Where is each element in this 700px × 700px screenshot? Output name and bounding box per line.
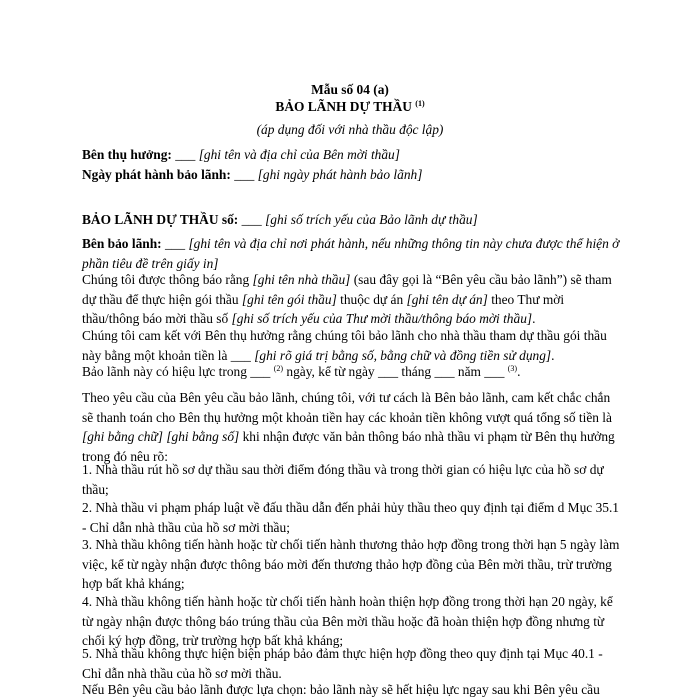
validity-text: ngày, kể từ ngày ___ tháng ___ năm ___ — [283, 364, 508, 379]
form-number: Mẫu số 04 (a) — [311, 82, 389, 97]
beneficiary-blank: ___ — [175, 147, 196, 162]
contractor-hint: [ghi tên nhà thầu] — [252, 272, 351, 287]
list-item: 2. Nhà thầu vi phạm pháp luật về đấu thầu dẫn đến phải hủy thầu theo quy định tại điểm d Mục 35.1 - Chỉ dẫn nhà thầu của hồ sơ mời thầu; — [82, 500, 619, 535]
validity-paragraph — [82, 362, 622, 382]
guarantor-hint: [ghi tên và địa chỉ nơi phát hành, nếu những thông tin này chưa được thể hiện ở phần tiêu đề trên giấy in] — [82, 236, 620, 271]
amount-number-hint: [ghi bằng số] — [166, 429, 240, 444]
beneficiary-hint: [ghi tên và địa chỉ của Bên mời thầu] — [198, 147, 400, 162]
payment-paragraph — [82, 388, 622, 466]
title-footnote-ref: (1) — [415, 99, 425, 108]
commitment-text: Chúng tôi cam kết với Bên thụ hưởng rằng chúng tôi bảo lãnh cho nhà thầu tham dự thầu gói thầu này bằng một khoản tiền là ___ — [82, 328, 607, 363]
amount-hint: [ghi rõ giá trị bằng số, bằng chữ và đồng tiền sử dụng] — [254, 347, 552, 363]
guarantee-number-label: BẢO LÃNH DỰ THẦU số: — [82, 212, 239, 227]
guarantee-number-hint: [ghi số trích yếu của Bảo lãnh dự thầu] — [265, 212, 478, 227]
footnote-ref-3: (3) — [507, 364, 518, 373]
document-subtitle: (áp dụng đối với nhà thầu độc lập) — [256, 122, 444, 137]
payment-text: khi nhận được văn bản thông báo nhà thầu vi phạm từ Bên thụ hưởng trong đó nêu rõ: — [82, 429, 615, 464]
package-hint: [ghi tên gói thầu] — [241, 291, 337, 307]
list-item: 3. Nhà thầu không tiến hành hoặc từ chối tiến hành thương thảo hợp đồng trong thời hạn 5 ngày làm việc, kể từ ngày nhận được thông báo mời đến thương thảo hợp đồng của Bên mời thầu, trừ trường hợp bất khả kháng; — [82, 537, 620, 591]
closing-line: Nếu Bên yêu cầu bảo lãnh được lựa chọn: bảo lãnh này sẽ hết hiệu lực ngay sau khi Bên yêu cầu — [82, 682, 600, 697]
guarantor-paragraph — [82, 234, 622, 273]
notice-text: . — [532, 311, 536, 326]
beneficiary-label: Bên thụ hưởng: — [82, 147, 172, 162]
project-hint: [ghi tên dự án] — [406, 291, 488, 307]
issue-date-blank: ___ — [234, 167, 255, 182]
issue-date-hint: [ghi ngày phát hành bảo lãnh] — [257, 167, 423, 182]
validity-text: . — [517, 364, 521, 379]
title-text: BẢO LÃNH DỰ THẦU — [275, 99, 412, 114]
list-item: 1. Nhà thầu rút hồ sơ dự thầu sau thời điểm đóng thầu và trong thời gian có hiệu lực của hồ sơ dự thầu; — [82, 462, 604, 497]
document-title — [0, 97, 700, 117]
beneficiary-line — [82, 145, 622, 165]
issue-date-line — [82, 165, 622, 185]
notice-text: (sau đây gọi là “Bên yêu cầu bảo lãnh”) sẽ tham dự thầu để thực hiện gói thầu — [82, 272, 612, 307]
commitment-paragraph — [82, 326, 622, 365]
list-item: 4. Nhà thầu không tiến hành hoặc từ chối tiến hành hoàn thiện hợp đồng trong thời hạn 20 ngày, kể từ ngày nhận được thông báo trúng thầu của Bên mời thầu hoặc đã hoàn thiện hợp đồng nhưng từ chối ký hợp đồng, trừ trường hợp bất khả kháng; — [82, 594, 613, 648]
guarantor-label: Bên bảo lãnh: — [82, 236, 162, 251]
commitment-text: . — [551, 347, 555, 363]
payment-text: Theo yêu cầu của Bên yêu cầu bảo lãnh, chúng tôi, với tư cách là Bên bảo lãnh, cam kết chắc chắn sẽ thanh toán cho Bên thụ hưởng một khoản tiền hay các khoản tiền không vượt quá tổng số tiền là — [82, 390, 612, 425]
notice-paragraph — [82, 270, 622, 329]
guarantee-number-line — [82, 210, 622, 230]
list-item: 5. Nhà thầu không thực hiện biện pháp bảo đảm thực hiện hợp đồng theo quy định tại Mục 40.1 - Chỉ dẫn nhà thầu của hồ sơ mời thầu. — [82, 646, 603, 681]
validity-text: Bảo lãnh này có hiệu lực trong ___ — [82, 364, 274, 379]
amount-words-hint: [ghi bằng chữ] — [82, 429, 163, 444]
invitation-number-hint: [ghi số trích yếu của Thư mời thầu/thông báo mời thầu] — [231, 311, 533, 326]
footnote-ref-2: (2) — [273, 364, 284, 373]
guarantee-number-blank: ___ — [241, 212, 262, 227]
guarantor-blank: ___ — [164, 236, 186, 251]
notice-text: Chúng tôi được thông báo rằng — [82, 272, 253, 287]
notice-text: thuộc dự án — [336, 291, 407, 307]
issue-date-label: Ngày phát hành bảo lãnh: — [82, 167, 231, 182]
notice-text: theo Thư mời thầu/thông báo mời thầu số — [82, 291, 565, 326]
